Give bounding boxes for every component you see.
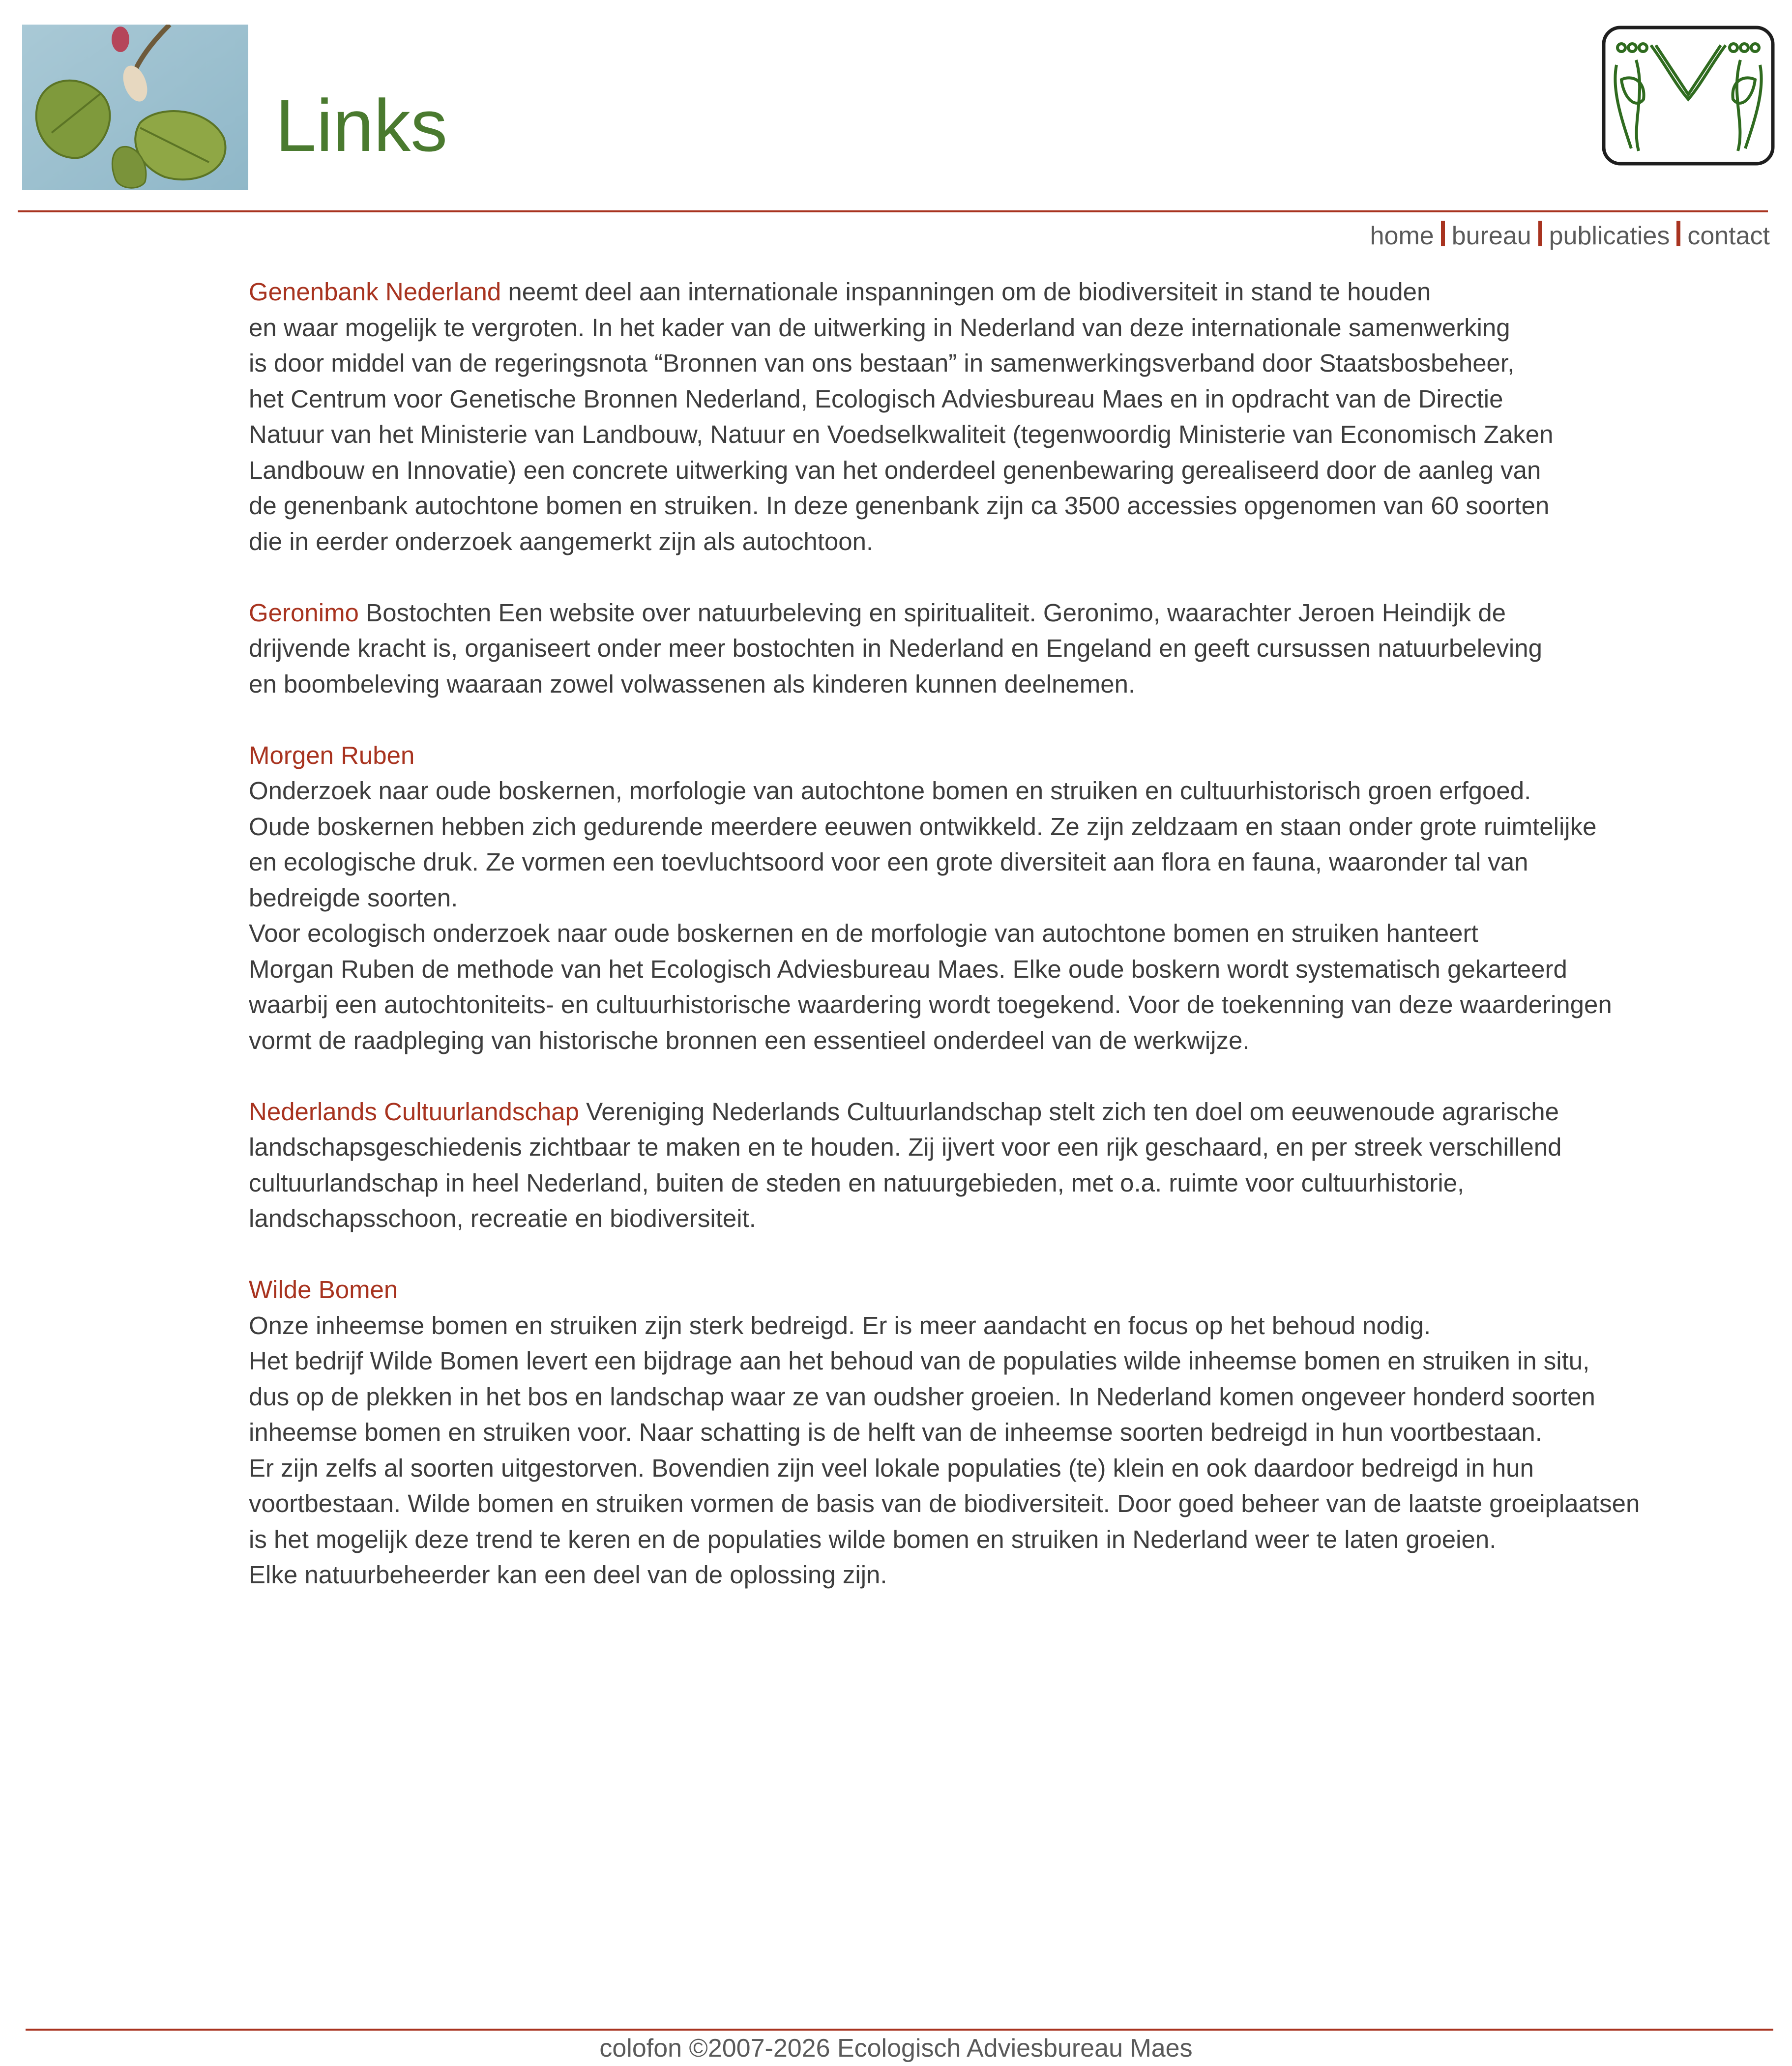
entry-line: waarbij een autochtoniteits- en cultuurhistorische waardering wordt toegekend. Voor de toekenning van deze waarderingen bbox=[249, 990, 1612, 1018]
entry-line: landschapsschoon, recreatie en biodiversiteit. bbox=[249, 1204, 756, 1232]
morgen-ruben-link[interactable]: Morgen Ruben bbox=[249, 741, 415, 769]
link-entry-nederlands-cultuurlandschap bbox=[249, 1094, 1773, 1237]
entry-line: is door middel van de regeringsnota “Bronnen van ons bestaan” in samenwerkingsverband door Staatsbosbeheer, bbox=[249, 349, 1515, 377]
main-nav bbox=[1370, 216, 1770, 256]
nederlands-cultuurlandschap-link[interactable]: Nederlands Cultuurlandschap bbox=[249, 1097, 579, 1126]
entry-line: Onderzoek naar oude boskernen, morfologie van autochtone bomen en struiken en cultuurhistorisch groen erfgoed. bbox=[249, 777, 1531, 805]
entry-line: die in eerder onderzoek aangemerkt zijn als autochtoon. bbox=[249, 527, 874, 555]
header-divider bbox=[18, 210, 1768, 212]
entry-line: voortbestaan. Wilde bomen en struiken vormen de basis van de biodiversiteit. Door goed beheer van de laatste groeiplaatsen bbox=[249, 1489, 1640, 1517]
entry-line bbox=[249, 595, 1773, 631]
entry-line: en waar mogelijk te vergroten. In het kader van de uitwerking in Nederland van deze internationale samenwerking bbox=[249, 313, 1510, 342]
entry-line: Er zijn zelfs al soorten uitgestorven. Bovendien zijn veel lokale populaties (te) klein en ook daardoor bedreigd in hun bbox=[249, 1454, 1534, 1482]
entry-line bbox=[249, 274, 1773, 310]
entry-line: en boombeleving waaraan zowel volwassenen als kinderen kunnen deelnemen. bbox=[249, 669, 1136, 698]
nav-separator bbox=[1676, 221, 1680, 246]
entry-line: Het bedrijf Wilde Bomen levert een bijdrage aan het behoud van de populaties wilde inheemse bomen en struiken in situ, bbox=[249, 1347, 1590, 1375]
nav-contact-link[interactable]: contact bbox=[1687, 222, 1770, 250]
entry-line: Oude boskernen hebben zich gedurende meerdere eeuwen ontwikkeld. Ze zijn zeldzaam en staan onder grote ruimtelijke bbox=[249, 812, 1597, 841]
entry-line bbox=[249, 738, 1773, 774]
entry-text: Vereniging Nederlands Cultuurlandschap stelt zich ten doel om eeuwenoude agrarische bbox=[579, 1097, 1559, 1126]
nav-bureau-link[interactable]: bureau bbox=[1451, 222, 1531, 250]
nav-separator bbox=[1441, 221, 1445, 246]
entry-line: vormt de raadpleging van historische bronnen een essentieel onderdeel van de werkwijze. bbox=[249, 1026, 1250, 1054]
page-title: Links bbox=[275, 84, 448, 167]
genenbank-nederland-link[interactable]: Genenbank Nederland bbox=[249, 278, 501, 306]
entry-line: Elke natuurbeheerder kan een deel van de oplossing zijn. bbox=[249, 1561, 887, 1589]
entry-line: het Centrum voor Genetische Bronnen Nederland, Ecologisch Adviesbureau Maes en in opdracht van de Directie bbox=[249, 384, 1503, 413]
entry-line: Landbouw en Innovatie) een concrete uitwerking van het onderdeel genenbewaring gerealiseerd door de aanleg van bbox=[249, 456, 1541, 484]
entry-line: Voor ecologisch onderzoek naar oude boskernen en de morfologie van autochtone bomen en struiken hanteert bbox=[249, 919, 1478, 947]
wilde-bomen-link[interactable]: Wilde Bomen bbox=[249, 1276, 398, 1304]
entry-line: Morgan Ruben de methode van het Ecologisch Adviesbureau Maes. Elke oude boskern wordt systematisch gekarteerd bbox=[249, 955, 1567, 983]
header-leaf-photo bbox=[22, 25, 248, 190]
footer-divider bbox=[26, 2029, 1773, 2031]
entry-line: drijvende kracht is, organiseert onder meer bostochten in Nederland en Engeland en geeft cursussen natuurbeleving bbox=[249, 634, 1542, 662]
links-content bbox=[249, 274, 1773, 1629]
entry-line: de genenbank autochtone bomen en struiken. In deze genenbank zijn ca 3500 accessies opgenomen van 60 soorten bbox=[249, 492, 1550, 520]
nav-home-link[interactable]: home bbox=[1370, 222, 1434, 250]
nav-separator bbox=[1538, 221, 1542, 246]
nav-publicaties-link[interactable]: publicaties bbox=[1549, 222, 1670, 250]
link-entry-genenbank bbox=[249, 274, 1773, 559]
entry-line: Onze inheemse bomen en struiken zijn sterk bedreigd. Er is meer aandacht en focus op het behoud nodig. bbox=[249, 1311, 1431, 1339]
entry-line: Natuur van het Ministerie van Landbouw, Natuur en Voedselkwaliteit (tegenwoordig Ministerie van Economisch Zaken bbox=[249, 420, 1554, 448]
entry-line: dus op de plekken in het bos en landschap waar ze van oudsher groeien. In Nederland komen ongeveer honderd soorten bbox=[249, 1382, 1595, 1411]
entry-line: is het mogelijk deze trend te keren en de populaties wilde bomen en struiken in Nederland weer te laten groeien. bbox=[249, 1525, 1497, 1553]
entry-line: cultuurlandschap in heel Nederland, buiten de steden en natuurgebieden, met o.a. ruimte voor cultuurhistorie, bbox=[249, 1168, 1465, 1197]
entry-line: bedreigde soorten. bbox=[249, 883, 458, 912]
entry-line bbox=[249, 1272, 1773, 1308]
entry-line: inheemse bomen en struiken voor. Naar schatting is de helft van de inheemse soorten bedreigd in hun voortbestaan. bbox=[249, 1418, 1542, 1446]
entry-line bbox=[249, 1094, 1773, 1130]
geronimo-link[interactable]: Geronimo bbox=[249, 598, 359, 627]
link-entry-geronimo bbox=[249, 595, 1773, 702]
footer-colofon[interactable]: colofon ©2007-2026 Ecologisch Adviesbureau Maes bbox=[599, 2034, 1193, 2063]
entry-line: en ecologische druk. Ze vormen een toevluchtsoord voor een grote diversiteit aan flora en fauna, waaronder tal van bbox=[249, 848, 1528, 876]
entry-text: Bostochten Een website over natuurbeleving en spiritualiteit. Geronimo, waarachter Jeroen Heindijk de bbox=[358, 598, 1506, 627]
link-entry-morgen-ruben bbox=[249, 738, 1773, 1059]
entry-line: landschapsgeschiedenis zichtbaar te maken en te houden. Zij ijvert voor een rijk geschaard, en per streek verschillend bbox=[249, 1133, 1562, 1161]
entry-text: neemt deel aan internationale inspanningen om de biodiversiteit in stand te houden bbox=[501, 278, 1431, 306]
maes-logo-icon[interactable] bbox=[1602, 26, 1775, 166]
link-entry-wilde-bomen bbox=[249, 1272, 1773, 1593]
